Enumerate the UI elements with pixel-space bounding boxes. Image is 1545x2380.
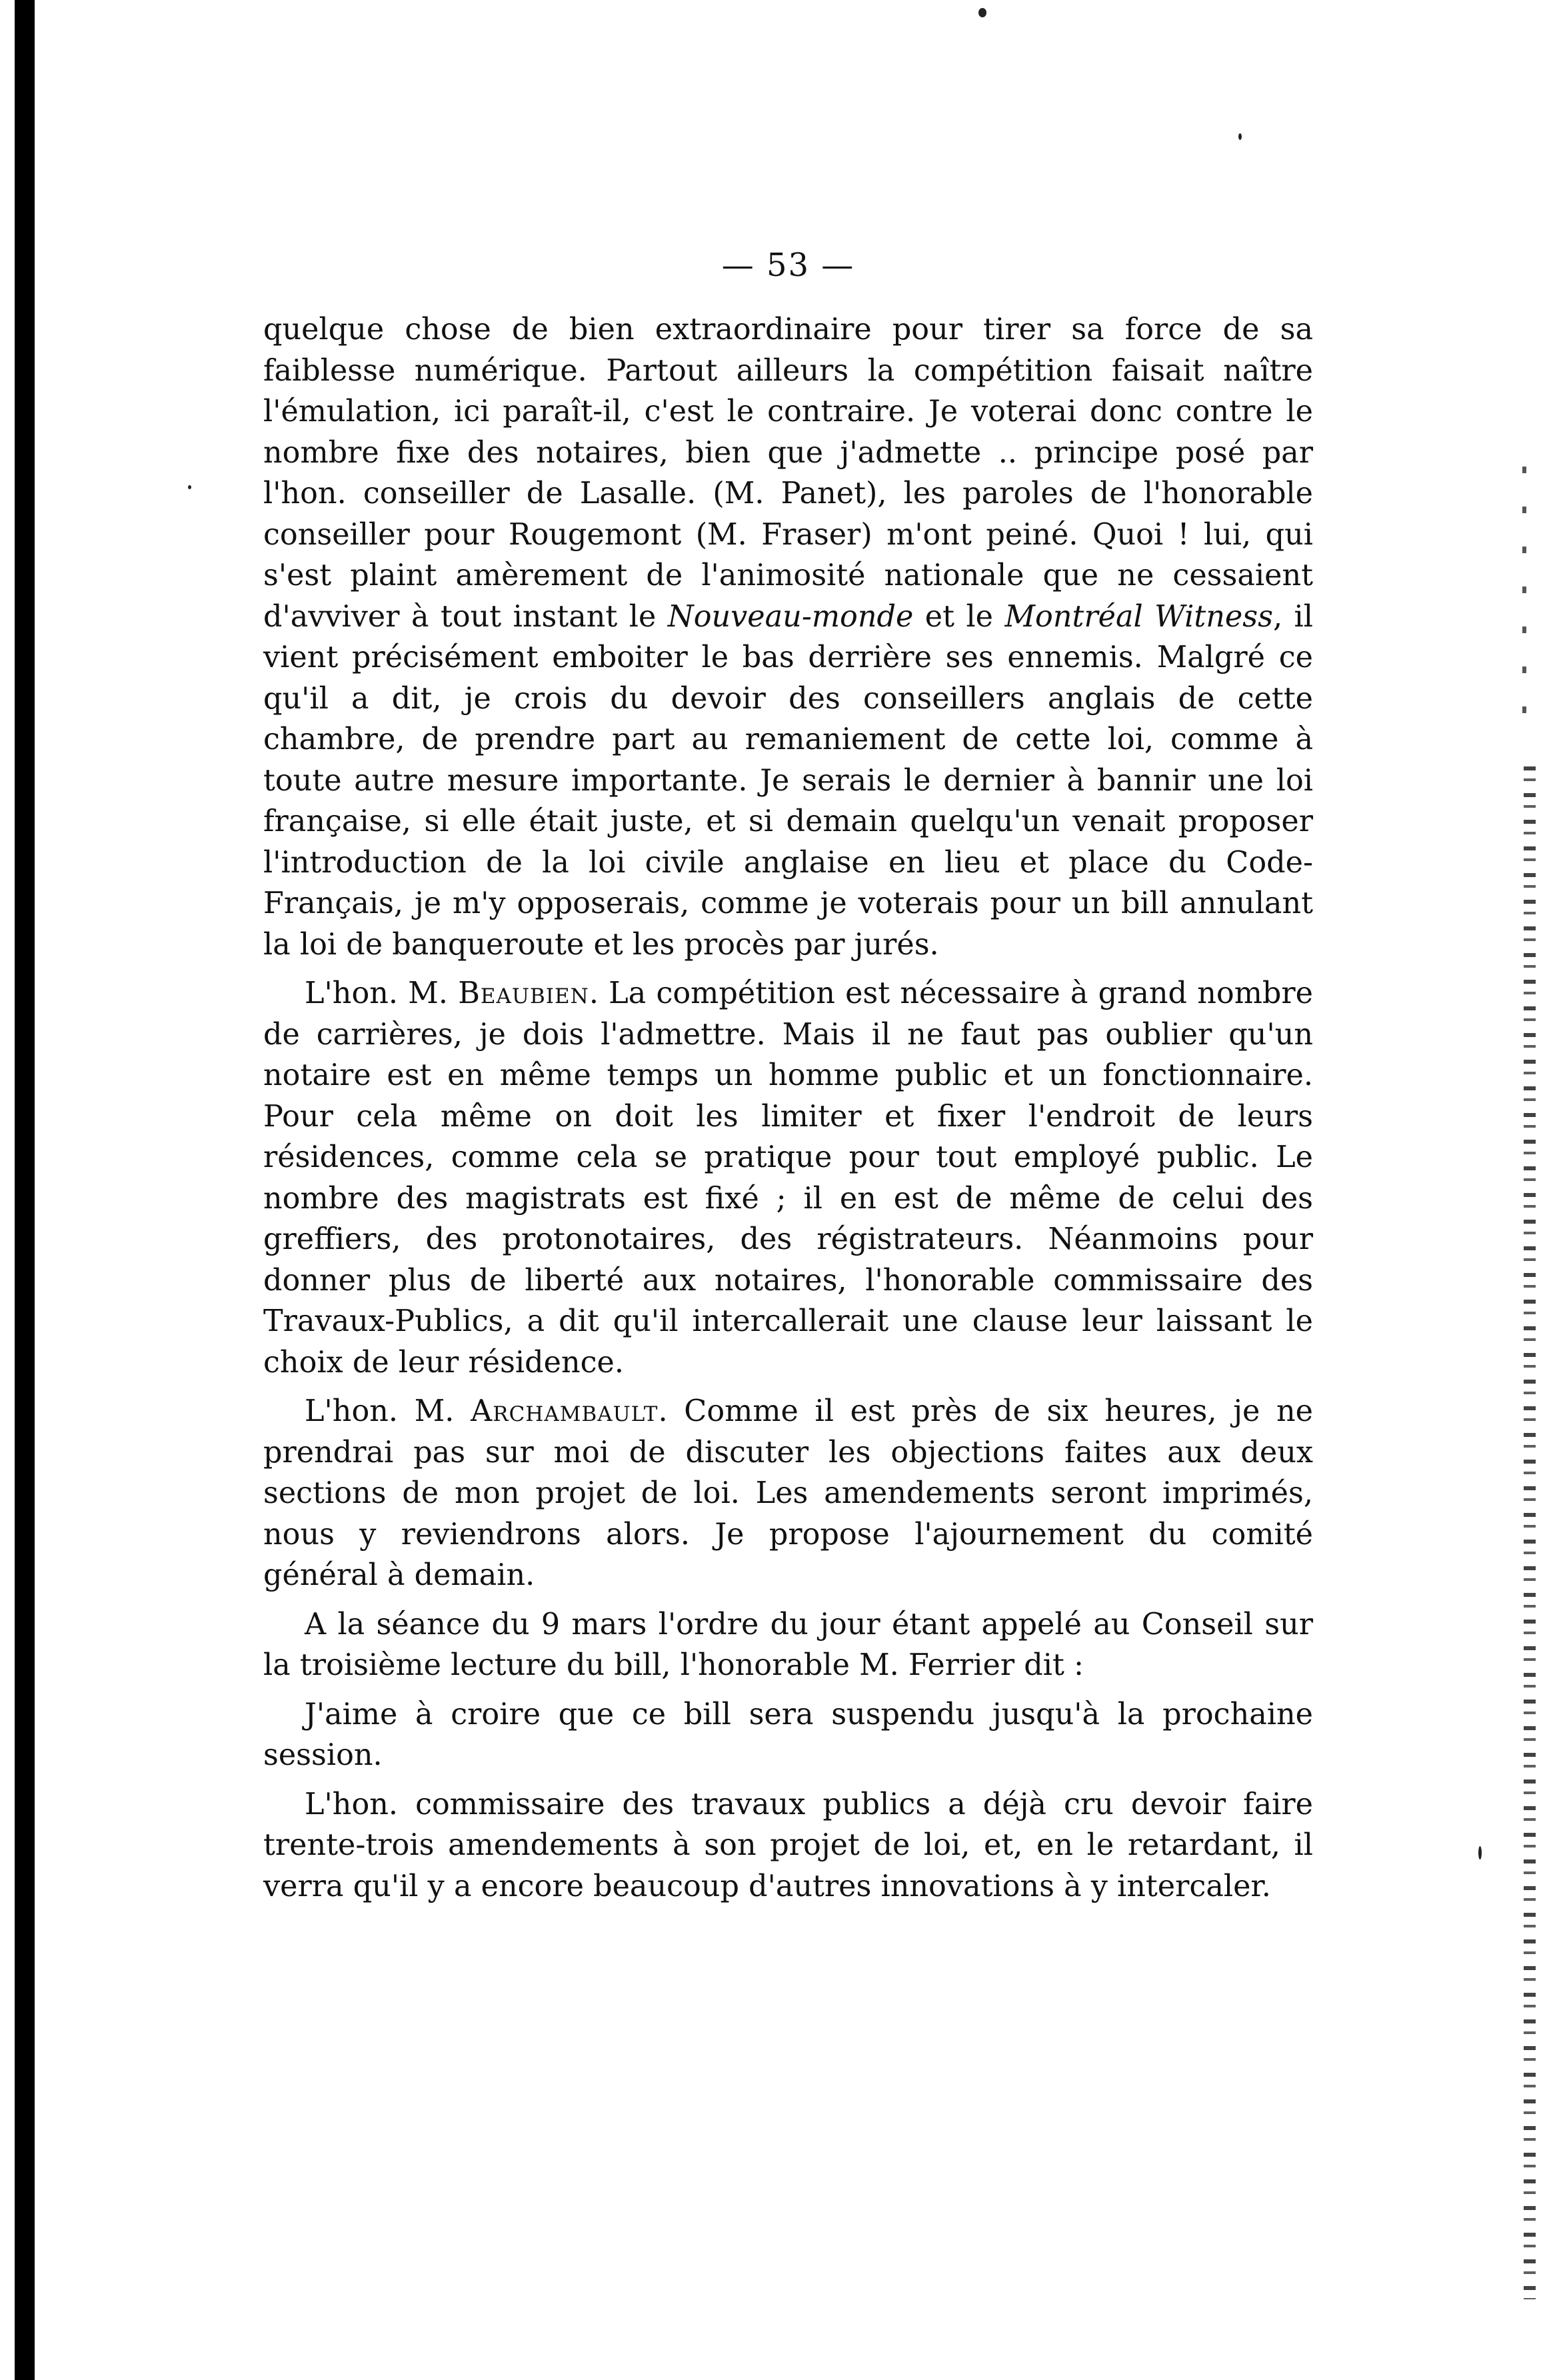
paragraph-text: , il vient précisément emboiter le bas derrière ses ennemis. Malgré ce qu'il a dit, je crois du devoir des conseillers anglais de cette chambre, de prendre part au remaniement de cette loi, comme à toute autre mesure importante. Je serais le dernier à bannir une loi française, si elle était juste, et si demain quelqu'un venait proposer l'introduction de la loi civile anglaise en lieu et place du Code-Français, je m'y opposerais, comme je voterais pour un bill annulant la loi de banqueroute et les procès par jurés. (263, 599, 1313, 962)
scan-border-right (1524, 766, 1536, 2299)
paragraph (263, 1694, 1313, 1776)
paragraph (263, 309, 1313, 965)
scan-speck (978, 8, 986, 17)
scan-border-right-upper (1522, 467, 1526, 746)
scan-speck (1478, 1846, 1482, 1859)
newspaper-title: Montréal Witness (1004, 599, 1273, 634)
scan-speck (188, 485, 191, 489)
body-text (263, 309, 1313, 1907)
page-number: — 53 — (721, 247, 855, 284)
paragraph-text: J'aime à croire que ce bill sera suspendu jusqu'à la prochaine session. (263, 1697, 1313, 1772)
paragraph (263, 973, 1313, 1383)
speaker-name: Archambault (471, 1394, 659, 1428)
document-page (263, 247, 1313, 1915)
speaker-name: Beaubien (458, 976, 589, 1010)
paragraph-text: . La compétition est nécessaire à grand nombre de carrières, je dois l'admettre. Mais il ne faut pas oublier qu'un notaire est en même temps un homme public et un fonctionnaire. Pour cela même on doit les limiter et fixer l'endroit de leurs résidences, comme cela se pratique pour tout employé public. Le nombre des magistrats est fixé ; il en est de même de celui des greffiers, des protonotaires, des régistrateurs. Néanmoins pour donner plus de liberté aux notaires, l'honorable commissaire des Travaux-Publics, a dit qu'il intercallerait une clause leur laissant le choix de leur résidence. (263, 976, 1313, 1380)
paragraph-text: et le (913, 599, 1005, 634)
paragraph (263, 1391, 1313, 1596)
paragraph-text: quelque chose de bien extraordinaire pour tirer sa force de sa faiblesse numérique. Partout ailleurs la compétition faisait naître l'émulation, ici paraît-il, c'est le contraire. Je voterai donc contre le nombre fixe des notaires, bien que j'admette .. principe posé par l'hon. conseiller de Lasalle. (M. Panet), les paroles de l'honorable conseiller pour Rougemont (M. Fraser) m'ont peiné. Quoi ! lui, qui s'est plaint amèrement de l'animosité nationale que ne cessaient d'avviver à tout instant le (263, 313, 1313, 634)
paragraph (263, 1604, 1313, 1686)
newspaper-title: Nouveau-monde (667, 599, 914, 634)
paragraph-text: A la séance du 9 mars l'ordre du jour étant appelé au Conseil sur la troisième lecture du bill, l'honorable M. Ferrier dit : (263, 1607, 1313, 1682)
scan-speck (1238, 133, 1242, 140)
paragraph (263, 1784, 1313, 1907)
paragraph-text: L'hon. commissaire des travaux publics a déjà cru devoir faire trente-trois amendements à son projet de loi, et, en le retardant, il verra qu'il y a encore beaucoup d'autres innovations à y intercaler. (263, 1787, 1313, 1903)
scan-border-left (15, 0, 35, 2380)
paragraph-text: L'hon. M. (305, 1394, 471, 1428)
paragraph-text: L'hon. M. (305, 976, 459, 1010)
paragraph-text: . Comme il est près de six heures, je ne prendrai pas sur moi de discuter les objections faites aux deux sections de mon projet de loi. Les amendements seront imprimés, nous y reviendrons alors. Je propose l'ajournement du comité général à demain. (263, 1394, 1314, 1592)
